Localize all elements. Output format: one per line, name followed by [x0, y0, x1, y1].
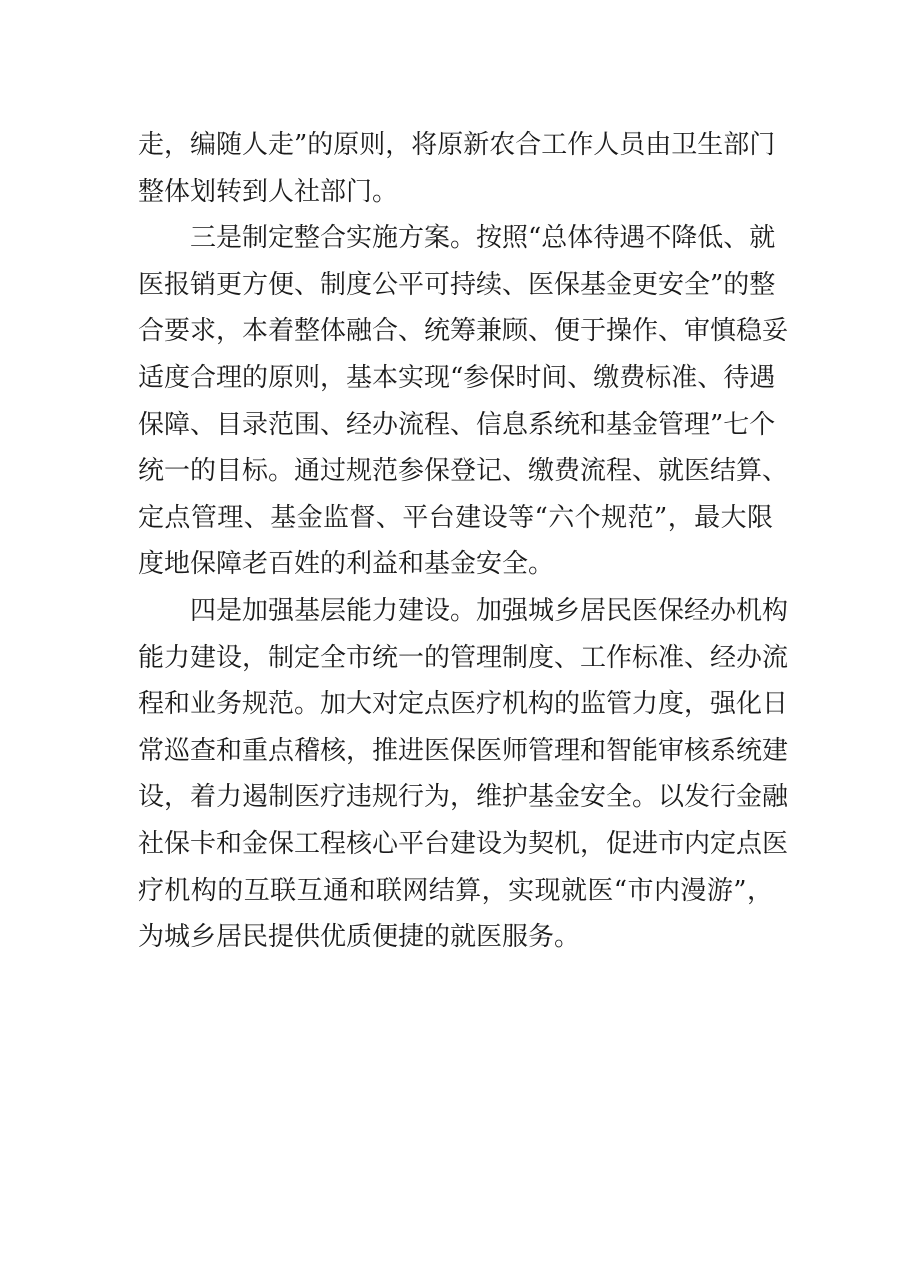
paragraph-line: 社保卡和金保工程核心平台建设为契机，促进市内定点医 — [138, 828, 789, 859]
paragraph-line: 统一的目标。通过规范参保登记、缴费流程、就医结算、 — [138, 456, 789, 487]
paragraph-line: 度地保障老百姓的利益和基金安全。 — [138, 549, 555, 580]
paragraph-line: 能力建设，制定全市统一的管理制度、工作标准、经办流 — [138, 642, 789, 673]
paragraph-line: 疗机构的互联互通和联网结算，实现就医“市内漫游”， — [138, 875, 773, 906]
paragraph-line: 设，着力遏制医疗违规行为，维护基金安全。以发行金融 — [138, 782, 789, 813]
paragraph-1 — [138, 122, 776, 215]
paragraph-2 — [138, 215, 789, 588]
paragraph-first-line: 三是制定整合实施方案。按照“总体待遇不降低、就 — [190, 223, 776, 254]
paragraph-line: 常巡查和重点稽核，推进医保医师管理和智能审核系统建 — [138, 735, 789, 766]
paragraph-line: 适度合理的原则，基本实现“参保时间、缴费标准、待遇 — [138, 362, 776, 393]
paragraph-line: 为城乡居民提供优质便捷的就医服务。 — [138, 922, 581, 953]
document-body — [138, 122, 789, 961]
paragraph-line: 定点管理、基金监督、平台建设等“六个规范”，最大限 — [138, 502, 773, 533]
paragraph-line: 医报销更方便、制度公平可持续、医保基金更安全”的整 — [138, 269, 776, 300]
paragraph-line: 保障、目录范围、经办流程、信息系统和基金管理”七个 — [138, 409, 776, 440]
paragraph-first-line: 四是加强基层能力建设。加强城乡居民医保经办机构 — [190, 595, 789, 626]
paragraph-line: 整体划转到人社部门。 — [138, 176, 399, 207]
paragraph-line: 合要求，本着整体融合、统筹兼顾、便于操作、审慎稳妥 — [138, 316, 789, 347]
paragraph-line: 程和业务规范。加大对定点医疗机构的监管力度，强化日 — [138, 689, 789, 720]
paragraph-line: 走，编随人走”的原则，将原新农合工作人员由卫生部门 — [138, 130, 776, 160]
paragraph-3 — [138, 588, 789, 961]
